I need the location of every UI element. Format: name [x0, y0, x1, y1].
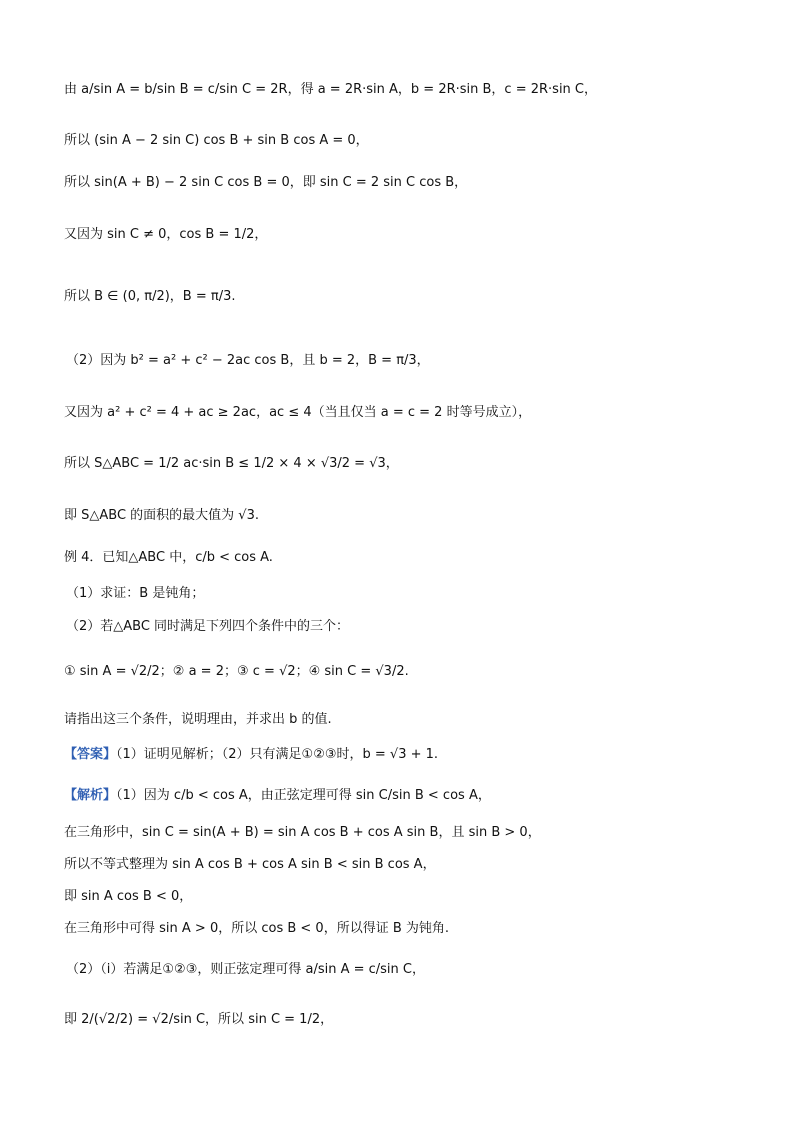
analysis-line: [64, 786, 491, 806]
analysis-tag: 【解析】: [64, 788, 117, 803]
analysis-text: （1）因为 c/b < cos A，由正弦定理可得 sin C/sin B < cos A，: [116, 788, 491, 803]
line-5: 所以 B ∈ (0, π/2)，B = π/3.: [64, 289, 236, 304]
line-1: 由 a/sin A = b/sin B = c/sin C = 2R，得 a = 2R·sin A，b = 2R·sin B，c = 2R·sin C，: [64, 82, 598, 97]
analysis-line-6: （2）（i）若满足①②③，则正弦定理可得 a/sin A = c/sin C，: [66, 962, 425, 977]
line-6: （2）因为 b² = a² + c² − 2ac cos B，且 b = 2，B = π/3，: [66, 353, 430, 368]
answer-tag: 【答案】: [64, 747, 117, 762]
line-4: 又因为 sin C ≠ 0，cos B = 1/2，: [64, 227, 268, 242]
answer-text: （1）证明见解析；（2）只有满足①②③时，b = √3 + 1.: [116, 747, 439, 762]
line-2: 所以 (sin A − 2 sin C) cos B + sin B cos A = 0，: [64, 133, 369, 148]
line-9: 即 S△ABC 的面积的最大值为 √3.: [64, 508, 259, 523]
analysis-line-3: 所以不等式整理为 sin A cos B + cos A sin B < sin B cos A，: [64, 857, 436, 872]
analysis-line-7: 即 2/(√2/2) = √2/sin C，所以 sin C = 1/2，: [64, 1012, 334, 1027]
question-prompt: 请指出这三个条件，说明理由，并求出 b 的值.: [64, 712, 332, 727]
line-7: 又因为 a² + c² = 4 + ac ≥ 2ac，ac ≤ 4（当且仅当 a = c = 2 时等号成立），: [64, 405, 532, 420]
question-1: （1）求证：B 是钝角；: [66, 586, 205, 601]
question-2: （2）若△ABC 同时满足下列四个条件中的三个：: [66, 619, 350, 634]
analysis-line-4: 即 sin A cos B < 0，: [64, 889, 193, 904]
line-8: 所以 S△ABC = 1/2 ac·sin B ≤ 1/2 × 4 × √3/2 = √3，: [64, 456, 399, 471]
analysis-line-2: 在三角形中，sin C = sin(A + B) = sin A cos B + cos A sin B，且 sin B > 0，: [64, 825, 541, 840]
line-3: 所以 sin(A + B) − 2 sin C cos B = 0，即 sin C = 2 sin C cos B，: [64, 175, 468, 190]
answer-line: [64, 745, 438, 765]
analysis-line-5: 在三角形中可得 sin A > 0，所以 cos B < 0，所以得证 B 为钝角.: [64, 921, 450, 936]
example-heading: 例 4．已知△ABC 中，c/b < cos A.: [64, 550, 273, 565]
conditions-list: ① sin A = √2/2；② a = 2；③ c = √2；④ sin C = √3/2.: [64, 664, 409, 679]
